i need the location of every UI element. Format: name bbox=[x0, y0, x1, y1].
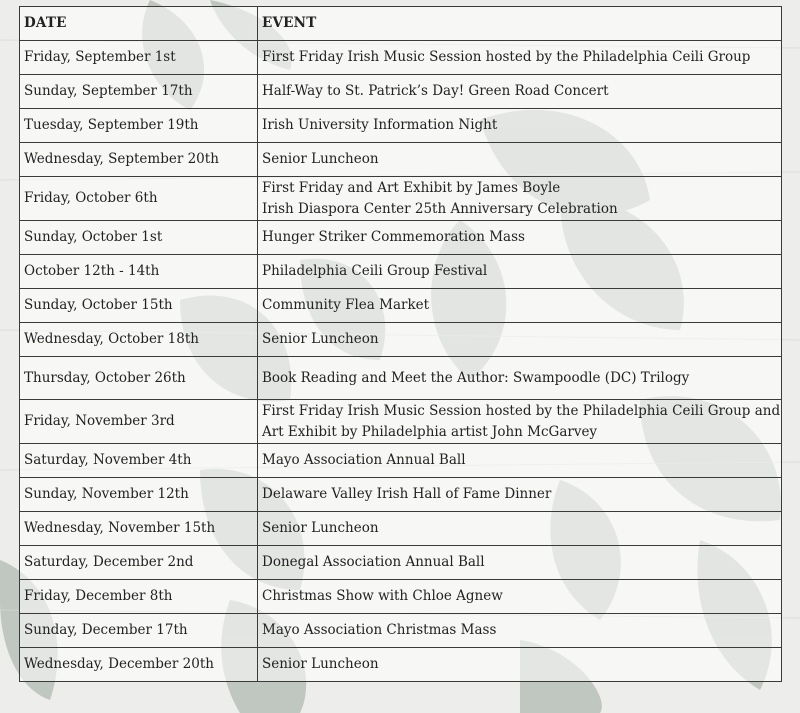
event-cell bbox=[258, 478, 782, 512]
date-cell: Sunday, October 1st bbox=[20, 221, 258, 255]
event-cell bbox=[258, 648, 782, 682]
event-line: First Friday Irish Music Session hosted by the Philadelphia Ceili Group and bbox=[262, 402, 781, 419]
events-table-container bbox=[19, 6, 781, 682]
event-line: Senior Luncheon bbox=[262, 151, 379, 167]
table-row bbox=[20, 177, 782, 221]
date-cell: Thursday, October 26th bbox=[20, 357, 258, 400]
table-row bbox=[20, 546, 782, 580]
event-cell bbox=[258, 75, 782, 109]
date-cell: Tuesday, September 19th bbox=[20, 109, 258, 143]
event-line: Hunger Striker Commemoration Mass bbox=[262, 229, 525, 245]
event-line: Senior Luncheon bbox=[262, 520, 379, 536]
event-line: Donegal Association Annual Ball bbox=[262, 554, 485, 570]
date-cell: Saturday, December 2nd bbox=[20, 546, 258, 580]
event-column-header: EVENT bbox=[258, 7, 782, 41]
date-cell: Sunday, October 15th bbox=[20, 289, 258, 323]
date-cell: Sunday, December 17th bbox=[20, 614, 258, 648]
event-cell bbox=[258, 546, 782, 580]
table-row bbox=[20, 614, 782, 648]
table-row bbox=[20, 255, 782, 289]
date-column-header: DATE bbox=[20, 7, 258, 41]
date-cell: Friday, October 6th bbox=[20, 177, 258, 221]
table-row bbox=[20, 221, 782, 255]
event-line: Art Exhibit by Philadelphia artist John McGarvey bbox=[262, 423, 598, 440]
event-cell bbox=[258, 221, 782, 255]
table-row bbox=[20, 648, 782, 682]
event-line: Senior Luncheon bbox=[262, 656, 379, 672]
table-row bbox=[20, 75, 782, 109]
event-cell bbox=[258, 41, 782, 75]
event-line: Mayo Association Annual Ball bbox=[262, 452, 466, 468]
table-row bbox=[20, 478, 782, 512]
date-cell: Sunday, September 17th bbox=[20, 75, 258, 109]
date-cell: October 12th - 14th bbox=[20, 255, 258, 289]
date-cell: Wednesday, September 20th bbox=[20, 143, 258, 177]
table-row bbox=[20, 580, 782, 614]
event-line: First Friday and Art Exhibit by James Boyle bbox=[262, 179, 561, 196]
event-cell bbox=[258, 357, 782, 400]
event-cell bbox=[258, 109, 782, 143]
event-cell bbox=[258, 177, 782, 221]
event-line: Irish Diaspora Center 25th Anniversary Celebration bbox=[262, 200, 618, 217]
table-row bbox=[20, 444, 782, 478]
events-table bbox=[19, 6, 782, 682]
event-line: Senior Luncheon bbox=[262, 331, 379, 347]
event-cell bbox=[258, 289, 782, 323]
event-cell bbox=[258, 512, 782, 546]
date-cell: Friday, November 3rd bbox=[20, 400, 258, 444]
table-row bbox=[20, 109, 782, 143]
event-cell bbox=[258, 143, 782, 177]
table-row bbox=[20, 400, 782, 444]
event-cell bbox=[258, 614, 782, 648]
event-cell bbox=[258, 255, 782, 289]
table-row bbox=[20, 323, 782, 357]
table-row bbox=[20, 41, 782, 75]
event-cell bbox=[258, 400, 782, 444]
date-cell: Wednesday, November 15th bbox=[20, 512, 258, 546]
date-cell: Friday, December 8th bbox=[20, 580, 258, 614]
event-line: First Friday Irish Music Session hosted by the Philadelphia Ceili Group bbox=[262, 49, 751, 65]
table-row bbox=[20, 289, 782, 323]
date-cell: Sunday, November 12th bbox=[20, 478, 258, 512]
date-cell: Saturday, November 4th bbox=[20, 444, 258, 478]
date-cell: Friday, September 1st bbox=[20, 41, 258, 75]
event-line: Delaware Valley Irish Hall of Fame Dinner bbox=[262, 486, 552, 502]
event-line: Book Reading and Meet the Author: Swampoodle (DC) Trilogy bbox=[262, 369, 690, 386]
table-header-row bbox=[20, 7, 782, 41]
event-line: Mayo Association Christmas Mass bbox=[262, 622, 497, 638]
event-line: Half-Way to St. Patrick’s Day! Green Road Concert bbox=[262, 83, 609, 99]
event-cell bbox=[258, 323, 782, 357]
event-line: Community Flea Market bbox=[262, 297, 430, 313]
event-cell bbox=[258, 444, 782, 478]
table-row bbox=[20, 143, 782, 177]
date-cell: Wednesday, October 18th bbox=[20, 323, 258, 357]
event-cell bbox=[258, 580, 782, 614]
table-row bbox=[20, 512, 782, 546]
event-line: Philadelphia Ceili Group Festival bbox=[262, 263, 488, 279]
event-line: Christmas Show with Chloe Agnew bbox=[262, 588, 503, 604]
table-row bbox=[20, 357, 782, 400]
event-line: Irish University Information Night bbox=[262, 117, 498, 133]
date-cell: Wednesday, December 20th bbox=[20, 648, 258, 682]
